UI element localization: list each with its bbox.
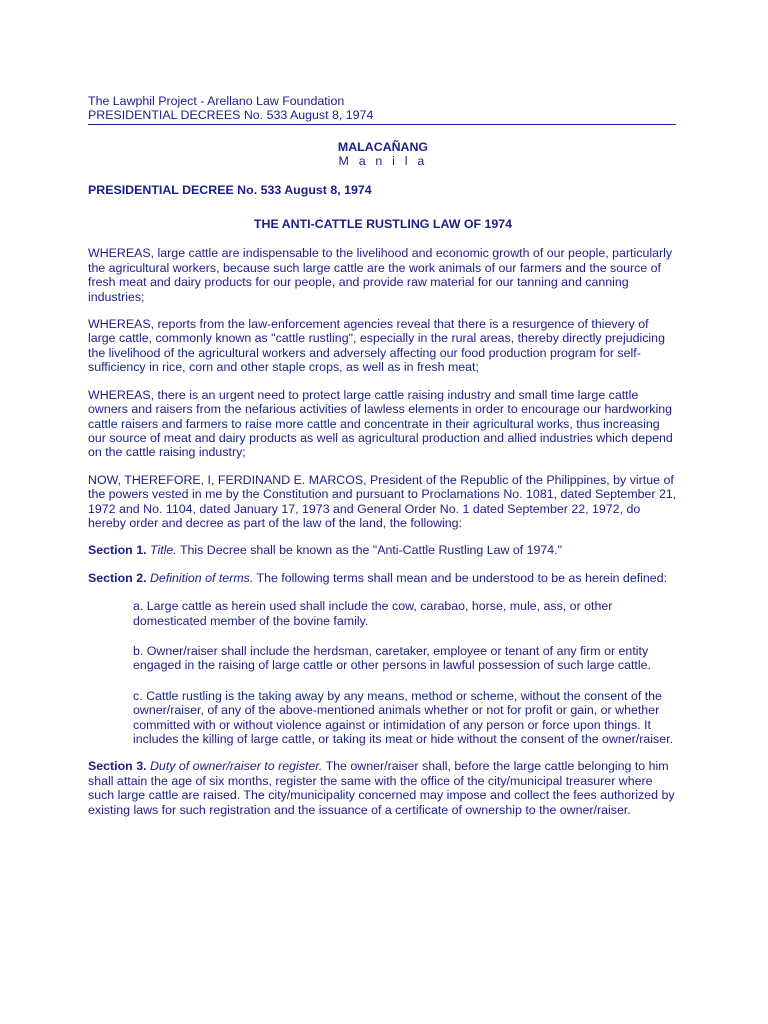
city-name: M a n i l a [338,154,428,169]
section-text: The following terms shall mean and be understood to be as herein defined: [253,570,668,585]
definition-item: a. Large cattle as herein used shall include the cow, carabao, horse, mule, ass, or other domesticated member of the bovine family. [133,599,613,628]
whereas-clause: WHEREAS, there is an urgent need to protect large cattle raising industry and small time large cattle owners and raisers from the nefarious activities of lawless elements in order to encourage our hardworking cattle raisers and farmers to raise more cattle and concentrate in their agricultural works, thus increasing our source of meat and dairy products as well as agricultural production and allied industries which depend on the cattle raising industry; [88,387,673,460]
definition-item: c. Cattle rustling is the taking away by any means, method or scheme, without the consent of the owner/raiser, of any of the above-mentioned animals whether or not for profit or gain, or whether committed with or without violence against or intimidation of any person or force upon things. It includes the killing of large cattle, or taking its meat or hide without the consent of the owner/raiser. [133,688,673,746]
section-number: Section 1. [88,543,147,558]
law-title: THE ANTI-CATTLE RUSTLING LAW OF 1974 [253,217,513,232]
section-text: The owner/raiser shall, before the large cattle belonging to him shall attain the age of six months, register the same with the office of the city/municipal treasurer where such large cattle are raised. The city/municipality concerned may impose and collect the fees authorized by existing laws for such registration and the issuance of a certificate of ownership to the owner/raiser. [88,759,675,817]
section-text: This Decree shall be known as the "Anti-Cattle Rustling Law of 1974." [176,543,563,558]
source-line: The Lawphil Project - Arellano Law Foundation [88,94,345,108]
header-rule [88,124,676,125]
document-page [88,94,678,817]
whereas-clause: WHEREAS, reports from the law-enforcement agencies reveal that there is a resurgence of thievery of large cattle, commonly known as "cattle rustling", especially in the rural areas, thereby directly prejudicing the livelihood of the agricultural workers and adversely affecting our food production program for self-sufficiency in rice, corn and other staple crops, as well as in fresh meat; [88,317,665,375]
section-number: Section 3. [88,759,147,774]
section-2 [88,571,678,585]
section-heading: Duty of owner/raiser to register. [149,759,323,774]
definition-item: b. Owner/raiser shall include the herdsman, caretaker, employee or tenant of any firm or entity engaged in the raising of large cattle or other persons in lawful possession of such large cattle. [133,643,651,673]
section-3 [88,759,678,817]
document-header [88,94,678,125]
place-block [88,140,678,169]
section-1 [88,543,678,557]
reference-line: PRESIDENTIAL DECREES No. 533 August 8, 1974 [88,108,374,123]
section-number: Section 2. [88,570,147,585]
section-heading: Definition of terms. [149,570,254,585]
enacting-clause: NOW, THEREFORE, I, FERDINAND E. MARCOS, President of the Republic of the Philippines, by virtue of the powers vested in me by the Constitution and pursuant to Proclamations No. 1081, dated September 21, 1972 and No. 1104, dated January 17, 1973 and General Order No. 1 dated September 22, 1972, do hereby order and decree as part of the law of the land, the following: [88,472,677,530]
decree-title: PRESIDENTIAL DECREE No. 533 August 8, 1974 [88,182,372,197]
section-heading: Title. [149,543,177,558]
office-name: MALACAÑANG [337,139,429,154]
whereas-clause: WHEREAS, large cattle are indispensable to the livelihood and economic growth of our people, particularly the agricultural workers, because such large cattle are the work animals of our farmers and the source of fresh meat and dairy products for our people, and provide raw material for our tanning and canning industries; [88,246,673,304]
